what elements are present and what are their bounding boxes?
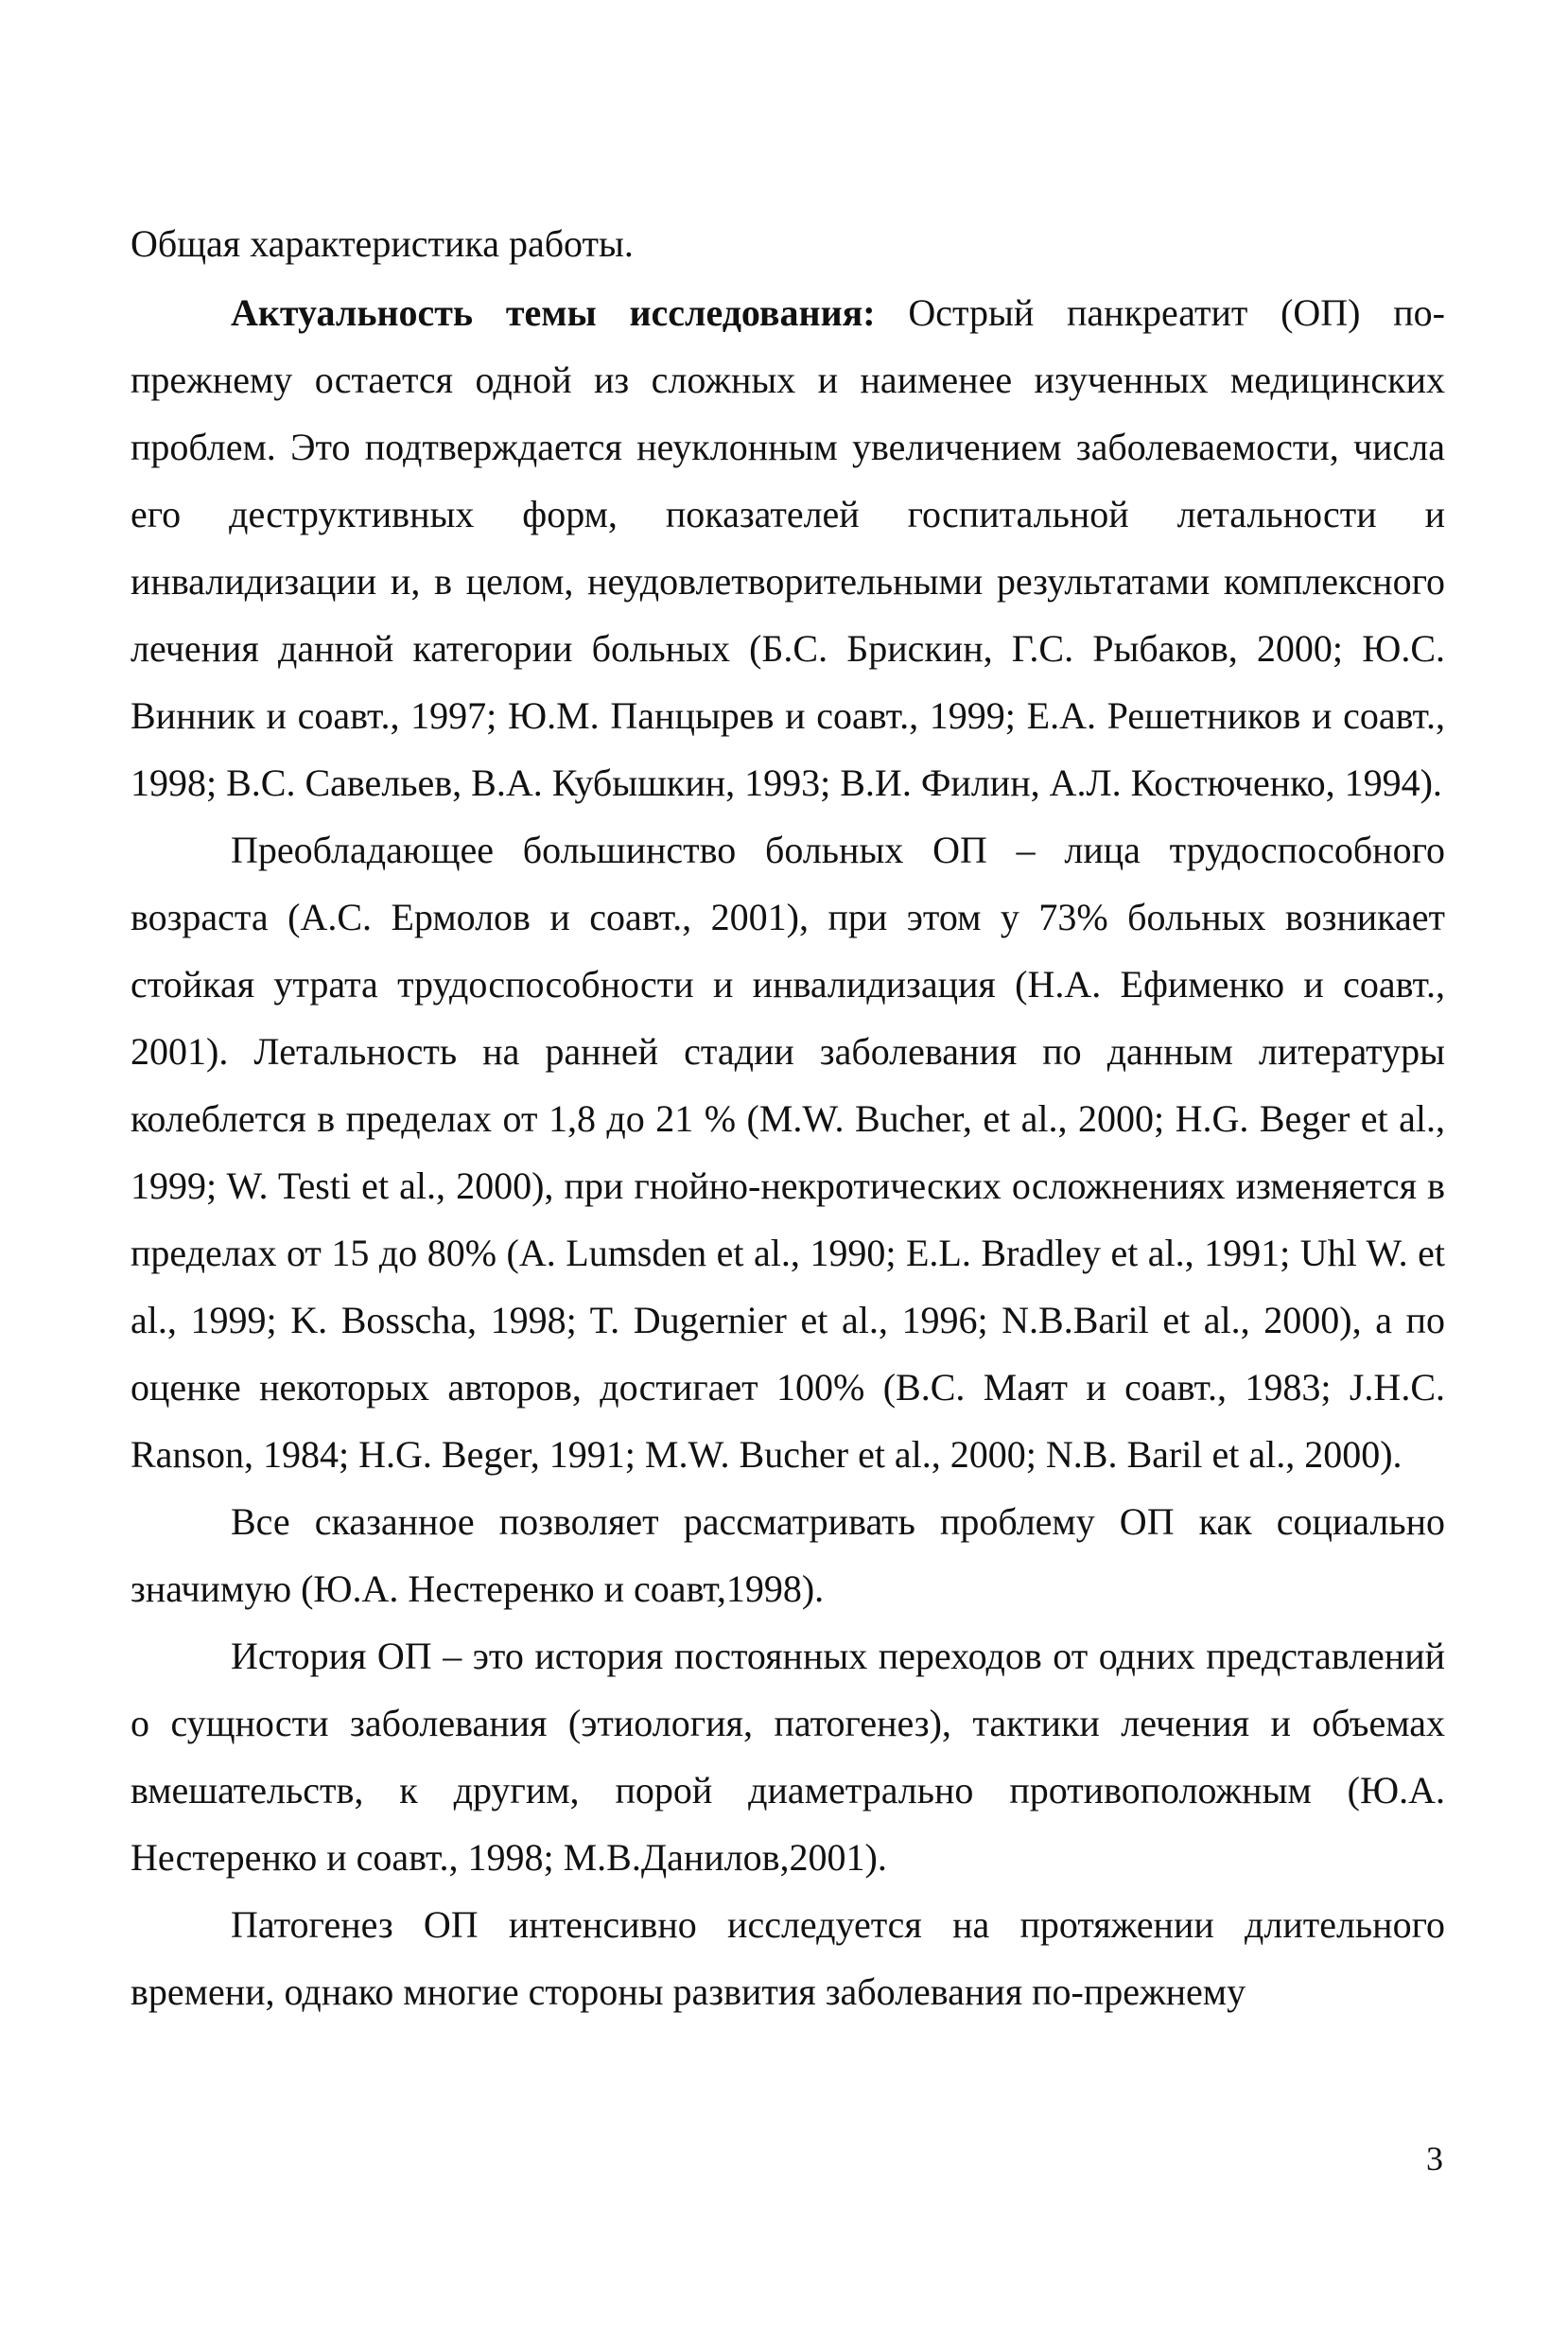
section-heading: Общая характеристика работы. [131, 222, 634, 265]
paragraph-text: Острый панкреатит (ОП) по-прежнему остается одной из сложных и наименее изученных медицинских проблем. Это подтверждается неуклонным увеличением заболеваемости, числа его деструктивных форм, показателей госпитальной летальности и инвалидизации и, в целом, неудовлетворительными результатами комплексного лечения данной категории больных (Б.С. Брискин, Г.С. Рыбаков, 2000; Ю.С. Винник и соавт., 1997; Ю.М. Панцырев и соавт., 1999; Е.А. Решетников и соавт., 1998; В.С. Савельев, В.А. Кубышкин, 1993; В.И. Филин, А.Л. Костюченко, 1994). [131, 291, 1445, 804]
paragraph-statistics: Преобладающее большинство больных ОП – лица трудоспособного возраста (А.С. Ермолов и соавт., 2001), при этом у 73% больных возникает стойкая утрата трудоспособности и инвалидизация (Н.А. Ефименко и соавт., 2001). Летальность на ранней стадии заболевания по данным литературы колеблется в пределах от 1,8 до 21 % (M.W. Bucher, et al., 2000; H.G. Beger et al., 1999; W. Testi et al., 2000), при гнойно-некротических осложнениях изменяется в пределах от 15 до 80% (A. Lumsden et al., 1990; E.L. Bradley et al., 1991; Uhl W. et al., 1999; K. Bosscha, 1998; T. Dugernier et al., 1996; N.B.Baril et al., 2000), а по оценке некоторых авторов, достигает 100% (В.С. Маят и соавт., 1983; J.H.C. Ranson, 1984; H.G. Beger, 1991; M.W. Bucher et al., 2000; N.B. Baril et al., 2000). [131, 829, 1445, 1476]
paragraph-relevance [131, 279, 1445, 816]
body-text [131, 210, 1445, 2025]
paragraph-pathogenesis: Патогенез ОП интенсивно исследуется на протяжении длительного времени, однако многие стороны развития заболевания по-прежнему [131, 1903, 1445, 2013]
paragraph-history: История ОП – это история постоянных переходов от одних представлений о сущности заболевания (этиология, патогенез), тактики лечения и объемах вмешательств, к другим, порой диаметрально противоположным (Ю.А. Нестеренко и соавт., 1998; М.В.Данилов,2001). [131, 1635, 1445, 1879]
page-number: 3 [1426, 2140, 1443, 2178]
relevance-label: Актуальность темы исследования: [231, 291, 876, 334]
paragraph-social-significance: Все сказанное позволяет рассматривать проблему ОП как социально значимую (Ю.А. Нестеренко и соавт,1998). [131, 1500, 1445, 1610]
